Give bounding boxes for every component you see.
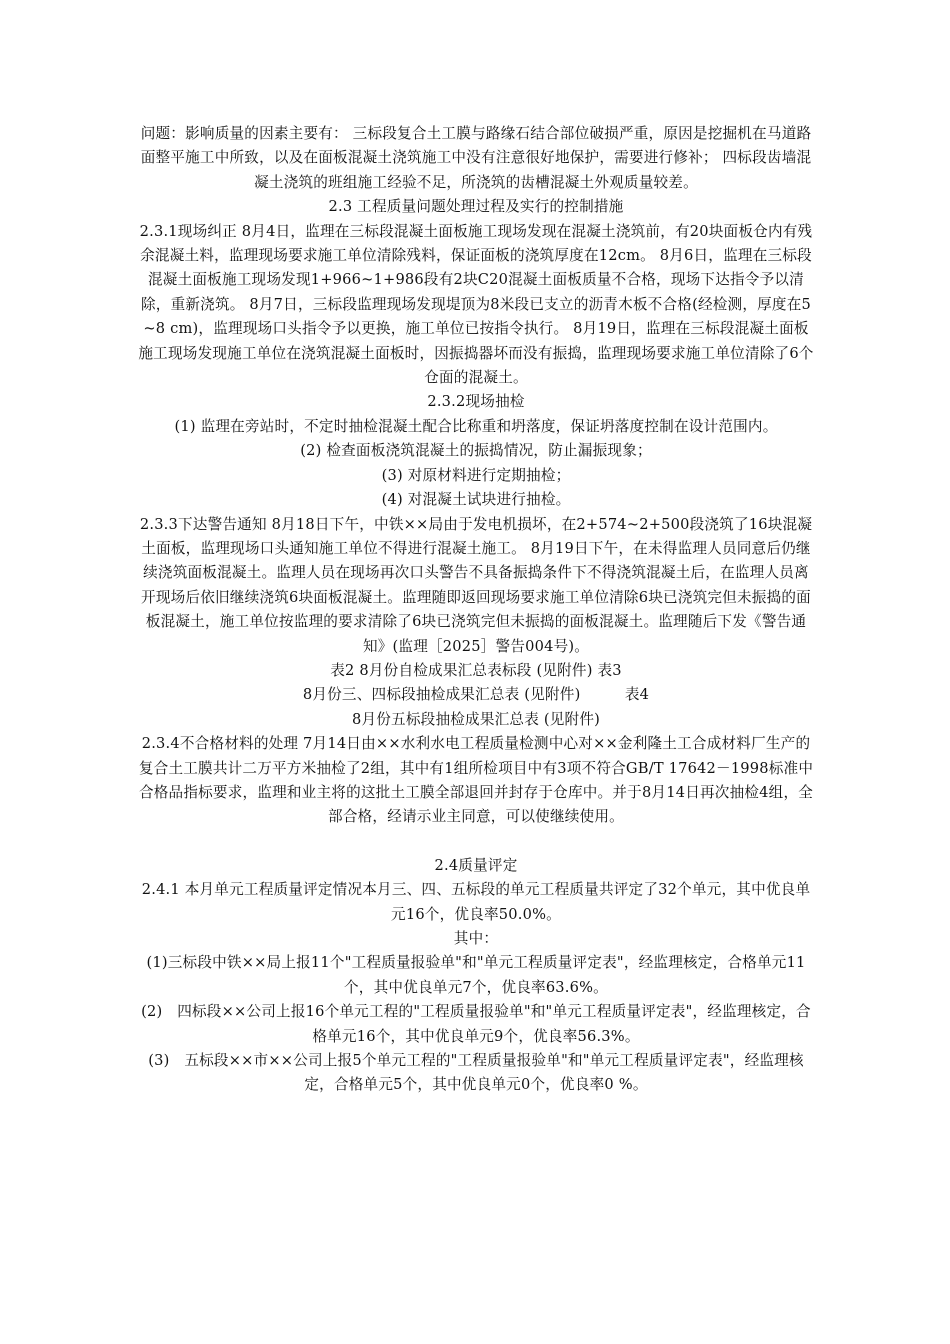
table-reference-line-2: 8月份三、四标段抽检成果汇总表 (见附件) 表4 [302,686,650,704]
among-them-label: 其中： [453,930,499,947]
document-page [136,122,816,1098]
site-correction-paragraph: 2.3.1现场纠正 8月4日，监理在三标段混凝土面板施工现场发现在混凝土浇筑前，有20块面板仓内有残余混凝土料，监理现场要求施工单位清除残料，保证面板的浇筑厚度在12cm。 8月6日，监理在三标段混凝土面板施工现场发现1+966~1+986段有2块C20混凝土面板质量不合格，现场下达指令予以清除，重新浇筑。 8月7日，三标段监理现场发现堤顶为8米段已支立的沥青木板不合格(经检测，厚度在5~8 cm)，监理现场口头指令予以更换，施工单位已按指令执行。 8月19日，监理在三标段混凝土面板施工现场发现施工单位在浇筑混凝土面板时，因振捣器坏而没有振捣，监理现场要求施工单位清除了6个仓面的混凝土。 [138,222,814,387]
section-heading-2-3-2: 2.3.2现场抽检 [427,393,525,411]
quality-issue-paragraph: 问题：影响质量的因素主要有： 三标段复合土工膜与路缘石结合部位破损严重，原因是挖掘机在马道路面整平施工中所致，以及在面板混凝土浇筑施工中没有注意很好地保护，需要进行修补； 四标段齿墙混凝土浇筑的班组施工经验不足，所浇筑的齿槽混凝土外观质量较差。 [140,125,812,191]
section-heading-2-3: 2.3 工程质量问题处理过程及实行的控制措施 [328,198,624,216]
section-heading-2-4: 2.4质量评定 [434,856,518,874]
paragraph-spacer [136,830,816,854]
evaluation-item-1: (1)三标段中铁××局上报11个"工程质量报验单"和"单元工程质量评定表"，经监理核定，合格单元11个，其中优良单元7个，优良率63.6%。 [146,954,806,996]
table-reference-line-3: 8月份五标段抽检成果汇总表 (见附件) [351,710,601,728]
inspection-item-1: (1) 监理在旁站时，不定时抽检混凝土配合比称重和坍落度，保证坍落度控制在设计范围内。 [174,417,778,435]
quality-evaluation-summary: 2.4.1 本月单元工程质量评定情况本月三、四、五标段的单元工程质量共评定了32个单元，其中优良单元16个，优良率50.0%。 [141,881,811,923]
evaluation-item-3: (3) 五标段××市××公司上报5个单元工程的"工程质量报验单"和"单元工程质量评定表"，经监理核定，合格单元5个，其中优良单元0个，优良率0 %。 [148,1052,804,1094]
inspection-item-4: (4) 对混凝土试块进行抽检。 [381,491,571,509]
inspection-item-2: (2) 检查面板浇筑混凝土的振捣情况，防止漏振现象； [300,442,652,460]
evaluation-item-2: (2) 四标段××公司上报16个单元工程的"工程质量报验单"和"单元工程质量评定表"，经监理核定，合格单元16个，其中优良单元9个，优良率56.3%。 [141,1003,811,1045]
inspection-item-3: (3) 对原材料进行定期抽检； [381,466,571,484]
warning-notice-paragraph: 2.3.3下达警告通知 8月18日下午，中铁××局由于发电机损坏，在2+574~2+500段浇筑了16块混凝土面板，监理现场口头通知施工单位不得进行混凝土施工。 8月19日下午，在未得监理人员同意后仍继续浇筑面板混凝土。监理人员在现场再次口头警告不具备振捣条件下不得浇筑混凝土后，在监理人员离开现场后依旧继续浇筑6块面板混凝土。监理随即返回现场要求施工单位清除6块已浇筑完但未振捣的面板混凝土，施工单位按监理的要求清除了6块已浇筑完但未振捣的面板混凝土。监理随后下发《警告通知》(监理［2025］警告004号)。 [139,515,813,655]
nonconforming-material-paragraph: 2.3.4不合格材料的处理 7月14日由××水利水电工程质量检测中心对××金利隆土工合成材料厂生产的复合土工膜共计二万平方米抽检了2组，其中有1组所检项目中有3项不符合GB/T 17642－1998标准中合格品指标要求，监理和业主将的这批土工膜全部退回并封存于仓库中。并于8月14日再次抽检4组，全部合格，经请示业主同意，可以使继续使用。 [138,735,814,826]
table-reference-line-1: 表2 8月份自检成果汇总表标段 (见附件) 表3 [330,661,622,679]
